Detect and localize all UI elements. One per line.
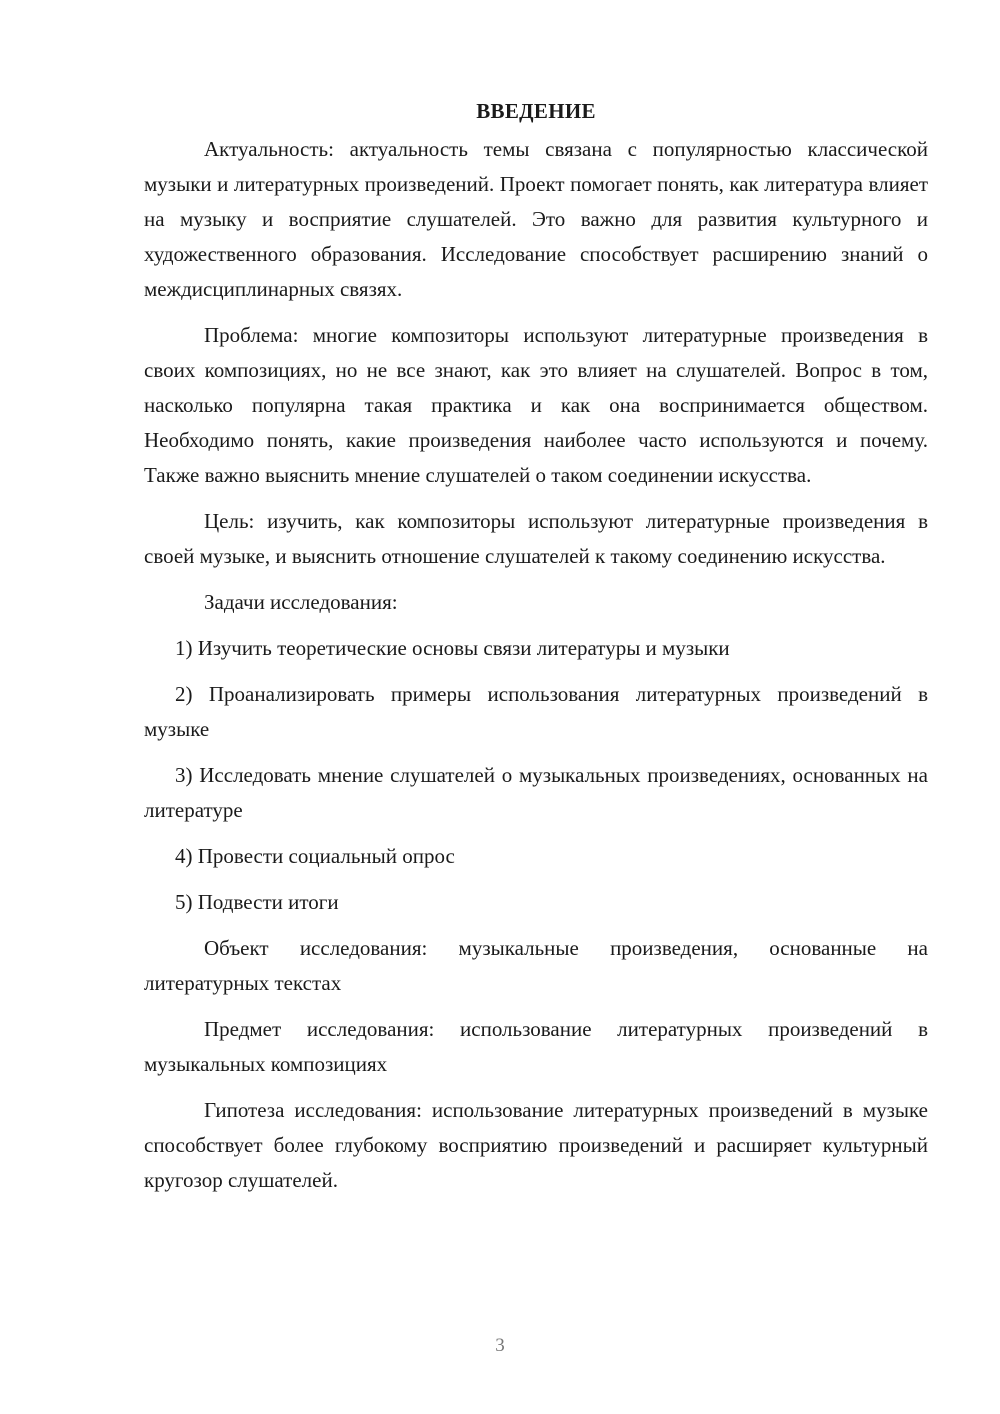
subject-paragraph: Предмет исследования: использование литературных произведений в музыкальных композициях — [144, 1017, 928, 1076]
page-number: 3 — [495, 1335, 505, 1356]
object-paragraph: Объект исследования: музыкальные произведения, основанные на литературных текстах — [144, 936, 928, 995]
goal-paragraph: Цель: изучить, как композиторы используют литературные произведения в своей музыке, и выяснить отношение слушателей к такому соединению искусства. — [144, 509, 928, 568]
task-item: 2) Проанализировать примеры использования литературных произведений в музыке — [144, 682, 928, 741]
task-item: 1) Изучить теоретические основы связи литературы и музыки — [175, 636, 730, 660]
task-item: 5) Подвести итоги — [175, 890, 339, 914]
problem-paragraph: Проблема: многие композиторы используют литературные произведения в своих композициях, но не все знают, как это влияет на слушателей. Вопрос в том, насколько популярна такая практика и как она воспринимается обществом. Необходимо понять, какие произведения наиболее часто используются и почему. Также важно выяснить мнение слушателей о таком соединении искусства. — [144, 323, 928, 487]
task-item: 4) Провести социальный опрос — [175, 844, 455, 868]
task-item: 3) Исследовать мнение слушателей о музыкальных произведениях, основанных на литературе — [144, 763, 928, 822]
section-heading: ВВЕДЕНИЕ — [476, 99, 596, 123]
tasks-heading: Задачи исследования: — [204, 590, 398, 614]
document-page — [144, 96, 928, 1198]
relevance-paragraph: Актуальность: актуальность темы связана с популярностью классической музыки и литературных произведений. Проект помогает понять, как литература влияет на музыку и восприятие слушателей. Это важно для развития культурного и художественного образования. Исследование способствует расширению знаний о междисциплинарных связях. — [144, 137, 928, 301]
hypothesis-paragraph: Гипотеза исследования: использование литературных произведений в музыке способствует более глубокому восприятию произведений и расширяет культурный кругозор слушателей. — [144, 1098, 928, 1192]
